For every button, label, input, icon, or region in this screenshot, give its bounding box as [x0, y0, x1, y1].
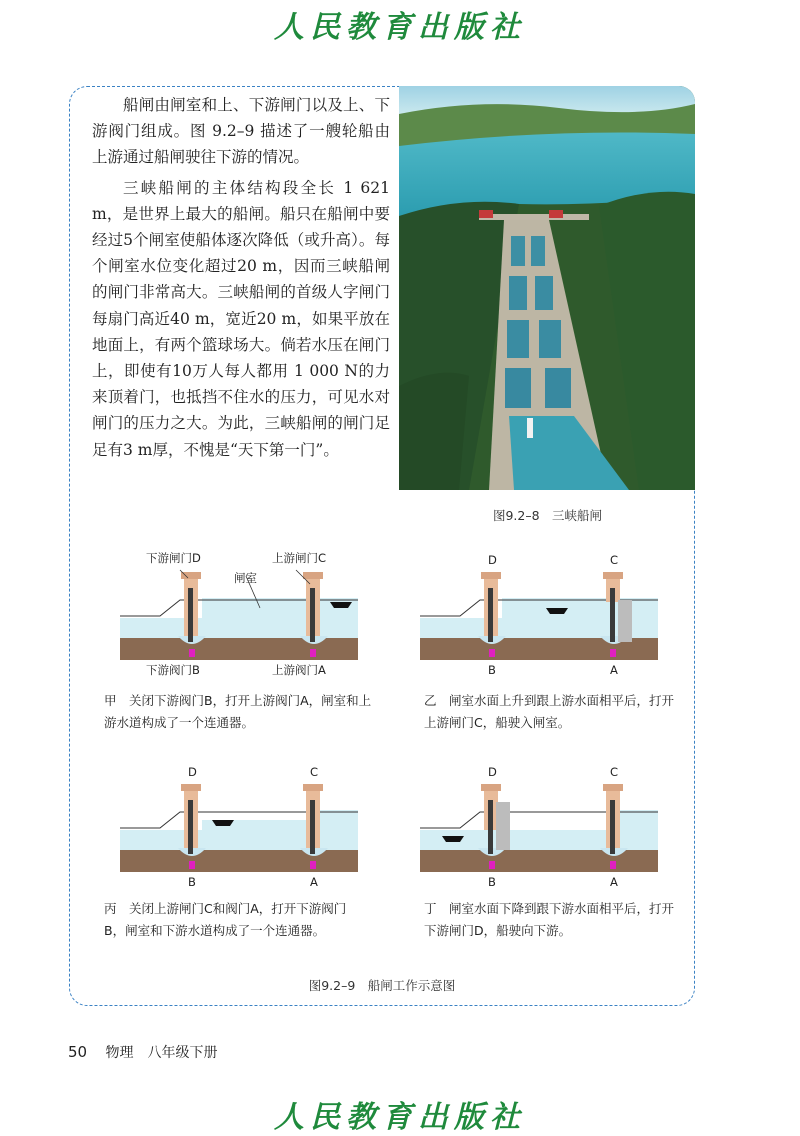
svg-text:B: B — [188, 875, 196, 889]
diagram-jia — [120, 548, 360, 678]
gate-d-open — [496, 802, 510, 850]
label-valve-a: 上游阀门A — [272, 663, 326, 677]
caption-bing: 丙 关闭上游闸门C和阀门A，打开下游阀门B，闸室和下游水道构成了一个连通器。 — [104, 901, 347, 938]
page-footer — [68, 1042, 218, 1062]
caption-ding: 丁 闸室水面下降到跟下游水面相平后，打开下游闸门D，船驶向下游。 — [424, 901, 675, 938]
gate-c-open — [618, 600, 632, 642]
label-chamber: 闸室 — [234, 571, 257, 585]
page-number: 50 — [68, 1043, 88, 1061]
valve-b — [189, 649, 195, 657]
svg-text:D: D — [488, 765, 497, 779]
body-text — [92, 92, 390, 463]
label-valve-b: 下游阀门B — [146, 663, 200, 677]
diagram-bing — [120, 760, 360, 890]
diagram-yi — [420, 548, 660, 678]
valve-a — [310, 649, 316, 657]
paragraph-2: 三峡船闸的主体结构段全长 1 621 m，是世界上最大的船闸。船只在船闸中要经过5个闸室使船体逐次降低（或升高）。每个闸室水位变化超过20 m，因而三峡船闸的闸门非常高大。三峡船闸的首级人字闸门每扇门高近40 m，宽近20 m，如果平放在地面上，有两个篮球场大。倘若水压在闸门上，即使有10万人每人都用 1 000 N的力来顶着门，也抵挡不住水的压力，可见水对闸门的压力之大。为此，三峡船闸的闸门足足有3 m厚，不愧是“天下第一门”。 — [92, 178, 390, 459]
caption-jia: 甲 关闭下游阀门B，打开上游阀门A，闸室和上游水道构成了一个连通器。 — [104, 693, 372, 730]
three-gorges-locks-photo — [399, 86, 695, 490]
label-gate-d: 下游闸门D — [146, 551, 201, 565]
publisher-logo-bottom: 人民教育出版社 — [274, 1100, 526, 1135]
diagram-ding — [420, 760, 660, 890]
svg-text:A: A — [610, 663, 618, 677]
svg-text:C: C — [310, 765, 319, 779]
figure-caption: 图9.2–9 船闸工作示意图 — [308, 978, 456, 993]
paragraph-1: 船闸由闸室和上、下游闸门以及上、下游阀门组成。图 9.2–9 描述了一艘轮船由上游通过船闸驶往下游的情况。 — [92, 96, 390, 167]
riverbed — [120, 638, 358, 660]
svg-text:C: C — [610, 765, 619, 779]
caption-yi: 乙 闸室水面上升到跟上游水面相平后，打开上游闸门C，船驶入闸室。 — [424, 693, 675, 730]
svg-text:B: B — [488, 663, 496, 677]
svg-text:A: A — [310, 875, 318, 889]
svg-text:B: B — [488, 875, 496, 889]
svg-text:A: A — [610, 875, 618, 889]
book-title: 物理 八年级下册 — [105, 1045, 218, 1061]
svg-text:D: D — [488, 553, 497, 567]
label-gate-c: 上游闸门C — [272, 551, 327, 565]
svg-text:C: C — [610, 553, 619, 567]
svg-text:D: D — [188, 765, 197, 779]
photo-caption: 图9.2–8 三峡船闸 — [492, 508, 603, 523]
publisher-logo-top: 人民教育出版社 — [274, 10, 526, 45]
